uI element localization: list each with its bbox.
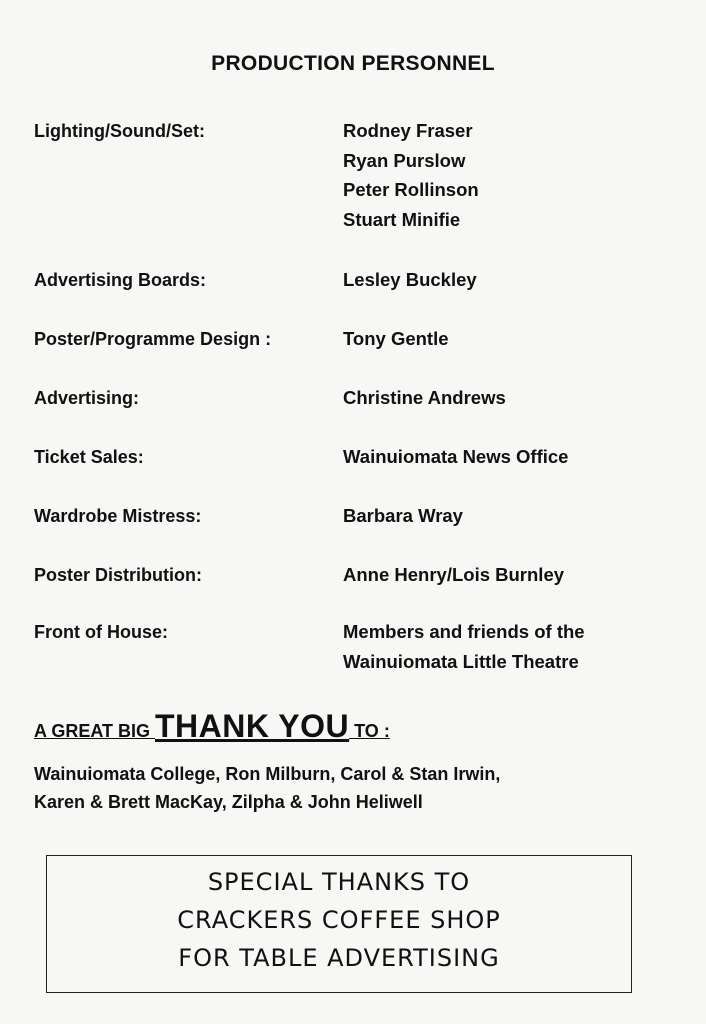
credit-name: Rodney Fraser [343, 120, 473, 141]
credit-role: Advertising Boards: [34, 270, 207, 290]
credit-names [343, 565, 564, 590]
credit-name: Tony Gentle [343, 328, 449, 349]
credit-role: Poster/Programme Design : [34, 329, 272, 349]
credit-name: Anne Henry/Lois Burnley [343, 564, 565, 585]
credit-names [343, 447, 568, 472]
thanks-emphasis: THANK YOU [155, 708, 350, 744]
page-title: PRODUCTION PERSONNEL [211, 52, 495, 75]
credit-names [343, 388, 506, 413]
thanks-line: Wainuiomata College, Ron Milburn, Carol & Stan Irwin, [34, 764, 501, 784]
credit-role: Ticket Sales: [34, 447, 144, 467]
credit-names [343, 622, 585, 676]
special-thanks-box [46, 855, 632, 993]
credit-name: Members and friends of the [343, 621, 585, 642]
credit-name: Christine Andrews [343, 387, 506, 408]
credit-name: Lesley Buckley [343, 269, 477, 290]
thanks-heading [34, 708, 390, 745]
credit-name: Stuart Minifie [343, 208, 461, 230]
credit-names [343, 329, 449, 354]
credit-names [343, 121, 479, 234]
special-thanks-line: SPECIAL THANKS TO [207, 868, 471, 896]
thanks-line: Karen & Brett MacKay, Zilpha & John Heliwell [34, 792, 423, 812]
credit-names [343, 506, 463, 531]
thanks-prefix: A GREAT BIG [34, 721, 155, 741]
credit-role: Front of House: [34, 622, 168, 642]
credit-name: Wainuiomata Little Theatre [343, 650, 579, 672]
credit-names [343, 270, 477, 295]
credit-role: Advertising: [34, 388, 140, 408]
credit-name: Peter Rollinson [343, 179, 479, 200]
credit-name: Ryan Purslow [343, 149, 466, 171]
credit-role: Lighting/Sound/Set: [34, 121, 205, 141]
thanks-list [34, 760, 500, 816]
credit-name: Wainuiomata News Office [343, 446, 569, 467]
credit-role: Poster Distribution: [34, 565, 203, 585]
special-thanks-line: CRACKERS COFFEE SHOP [177, 906, 501, 934]
credit-role: Wardrobe Mistress: [34, 506, 202, 526]
special-thanks-line: FOR TABLE ADVERTISING [178, 944, 500, 972]
credit-name: Barbara Wray [343, 505, 463, 526]
thanks-suffix: TO : [349, 721, 390, 741]
